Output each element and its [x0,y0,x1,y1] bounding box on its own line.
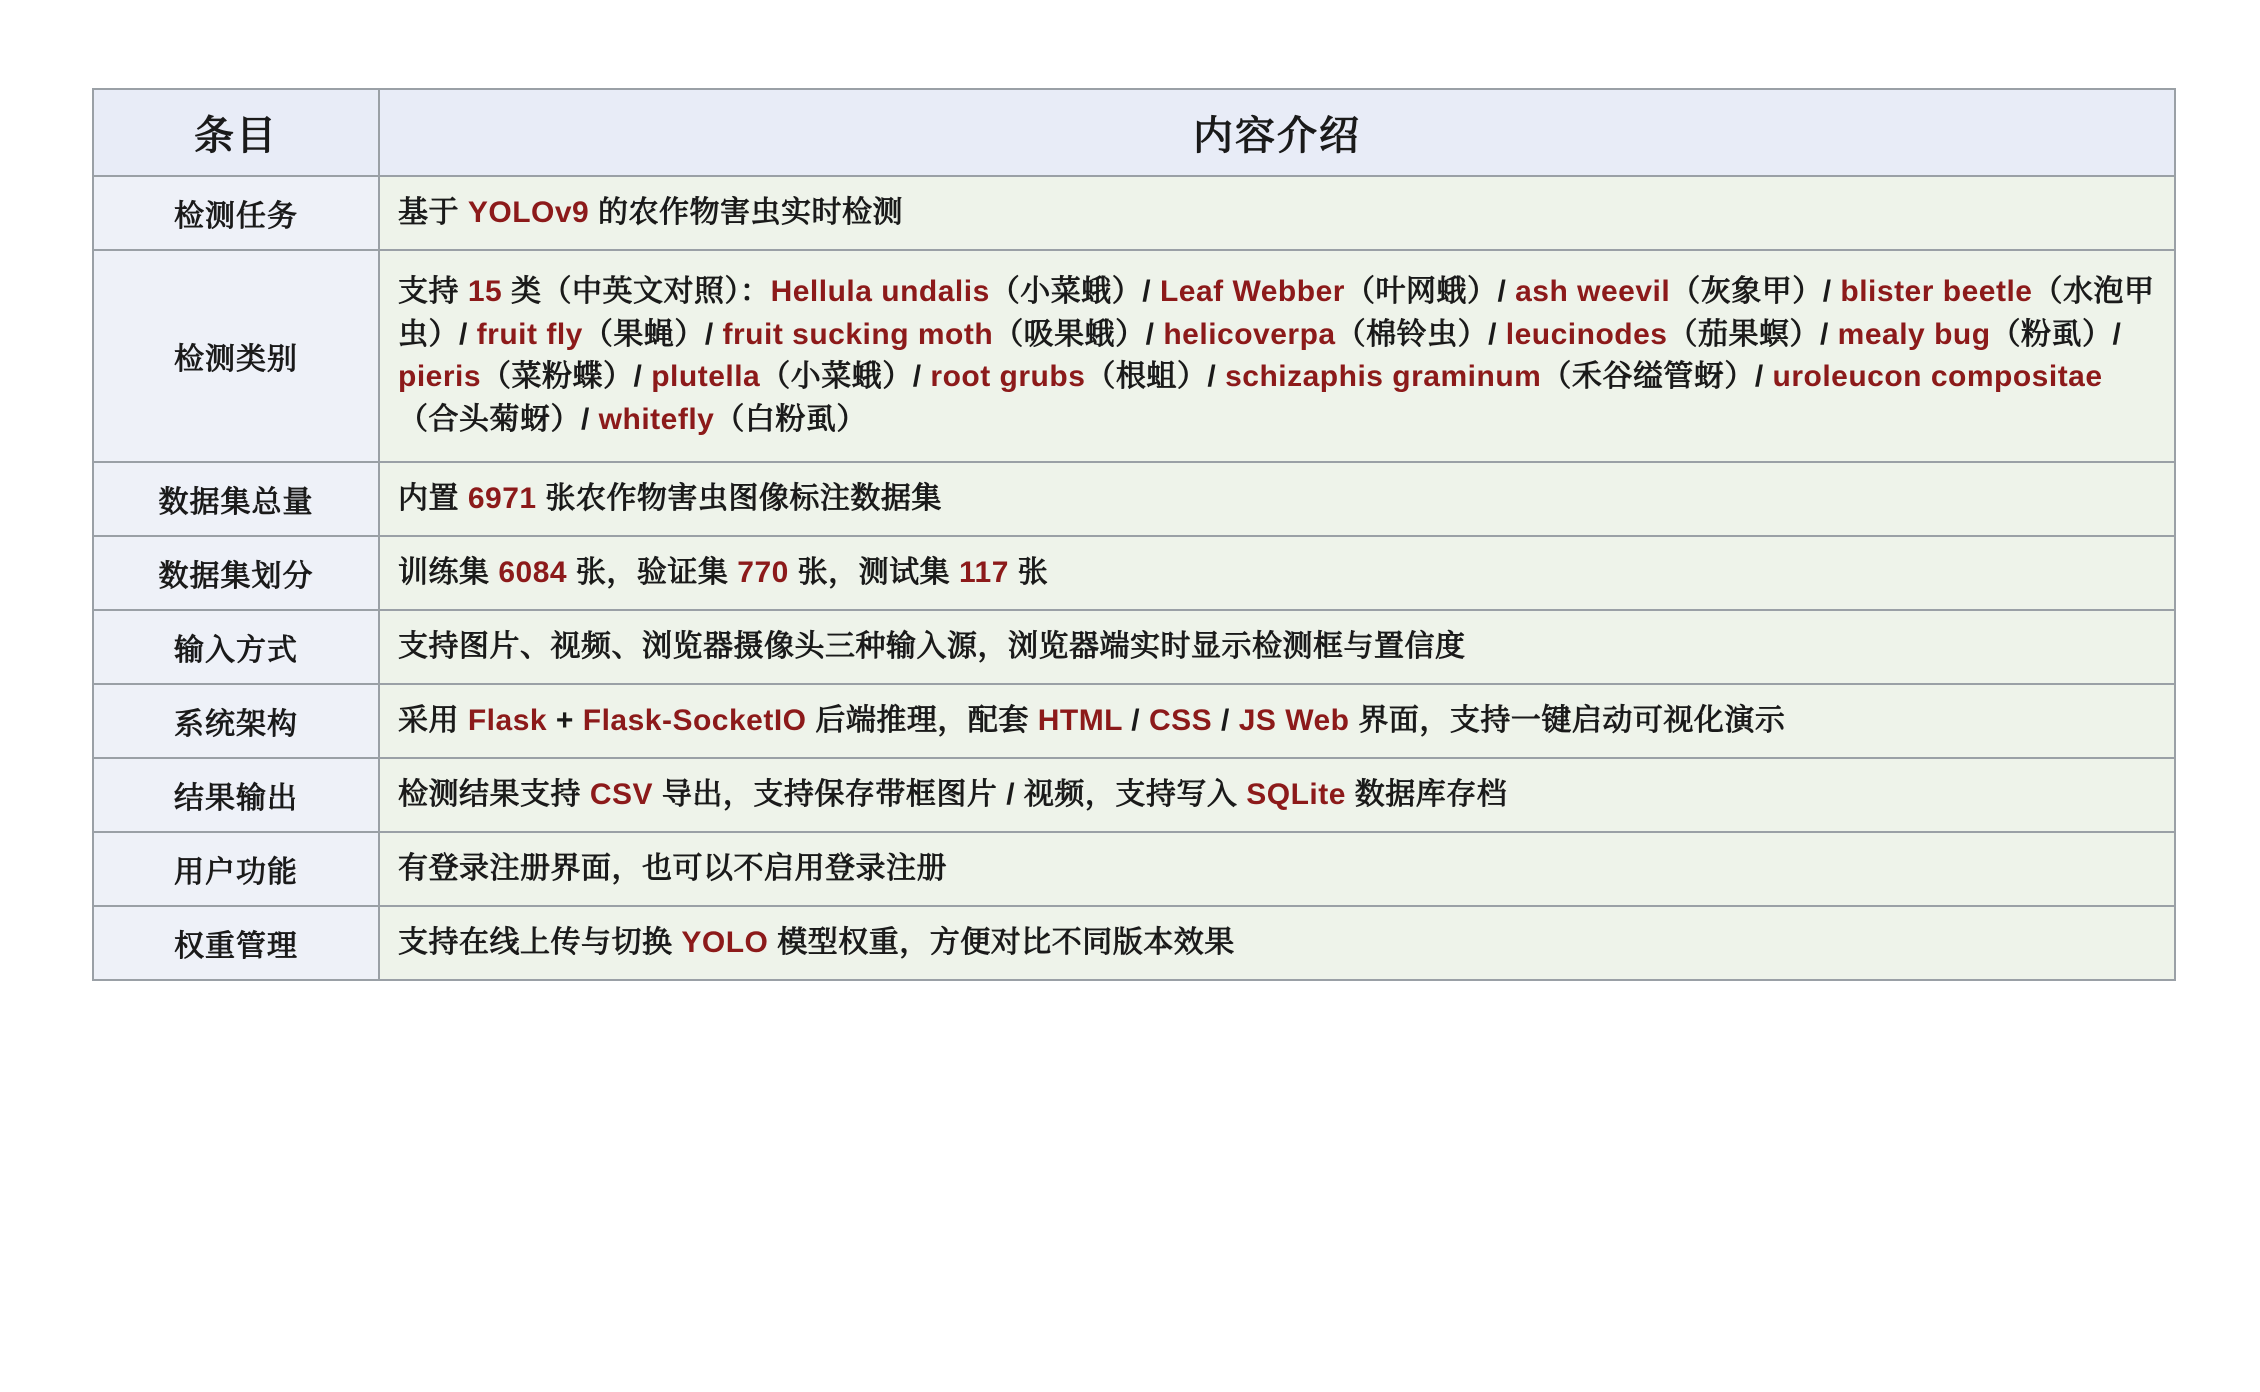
column-header-item: 条目 [93,89,379,176]
table-row [93,462,2175,536]
column-header-description: 内容介绍 [379,89,2175,176]
spec-table-container [92,88,2176,981]
table-head [93,89,2175,176]
row-label: 系统架构 [93,684,379,758]
table-row [93,832,2175,906]
row-label: 用户功能 [93,832,379,906]
row-content: 支持 15 类（中英文对照）：Hellula undalis（小菜蛾）/ Leaf Webber（叶网蛾）/ ash weevil（灰象甲）/ blister beetle（水泡甲虫）/ fruit fly（果蝇）/ fruit sucking moth（吸果蛾）/ helicoverpa（棉铃虫）/ leucinodes（茄果螟）/ mealy bug（粉虱）/ pieris（菜粉蝶）/ plutella（小菜蛾）/ root grubs（根蛆）/ schizaphis graminum（禾谷缢管蚜）/ uroleucon compositae（合头菊蚜）/ whitefly（白粉虱） [379,250,2175,462]
table-row [93,758,2175,832]
row-content: 采用 Flask + Flask-SocketIO 后端推理，配套 HTML / CSS / JS Web 界面，支持一键启动可视化演示 [379,684,2175,758]
table-row [93,250,2175,462]
table-body [93,176,2175,980]
row-label: 结果输出 [93,758,379,832]
row-label: 检测任务 [93,176,379,250]
row-label: 数据集总量 [93,462,379,536]
row-content: 有登录注册界面，也可以不启用登录注册 [379,832,2175,906]
row-content: 支持在线上传与切换 YOLO 模型权重，方便对比不同版本效果 [379,906,2175,980]
table-row [93,176,2175,250]
table-row [93,906,2175,980]
table-row [93,610,2175,684]
row-label: 数据集划分 [93,536,379,610]
spec-table [92,88,2176,981]
row-label: 输入方式 [93,610,379,684]
row-content: 支持图片、视频、浏览器摄像头三种输入源，浏览器端实时显示检测框与置信度 [379,610,2175,684]
row-content: 内置 6971 张农作物害虫图像标注数据集 [379,462,2175,536]
table-row [93,684,2175,758]
row-content: 基于 YOLOv9 的农作物害虫实时检测 [379,176,2175,250]
row-content: 检测结果支持 CSV 导出，支持保存带框图片 / 视频，支持写入 SQLite 数据库存档 [379,758,2175,832]
row-label: 权重管理 [93,906,379,980]
table-header-row [93,89,2175,176]
table-row [93,536,2175,610]
row-label: 检测类别 [93,250,379,462]
row-content: 训练集 6084 张，验证集 770 张，测试集 117 张 [379,536,2175,610]
